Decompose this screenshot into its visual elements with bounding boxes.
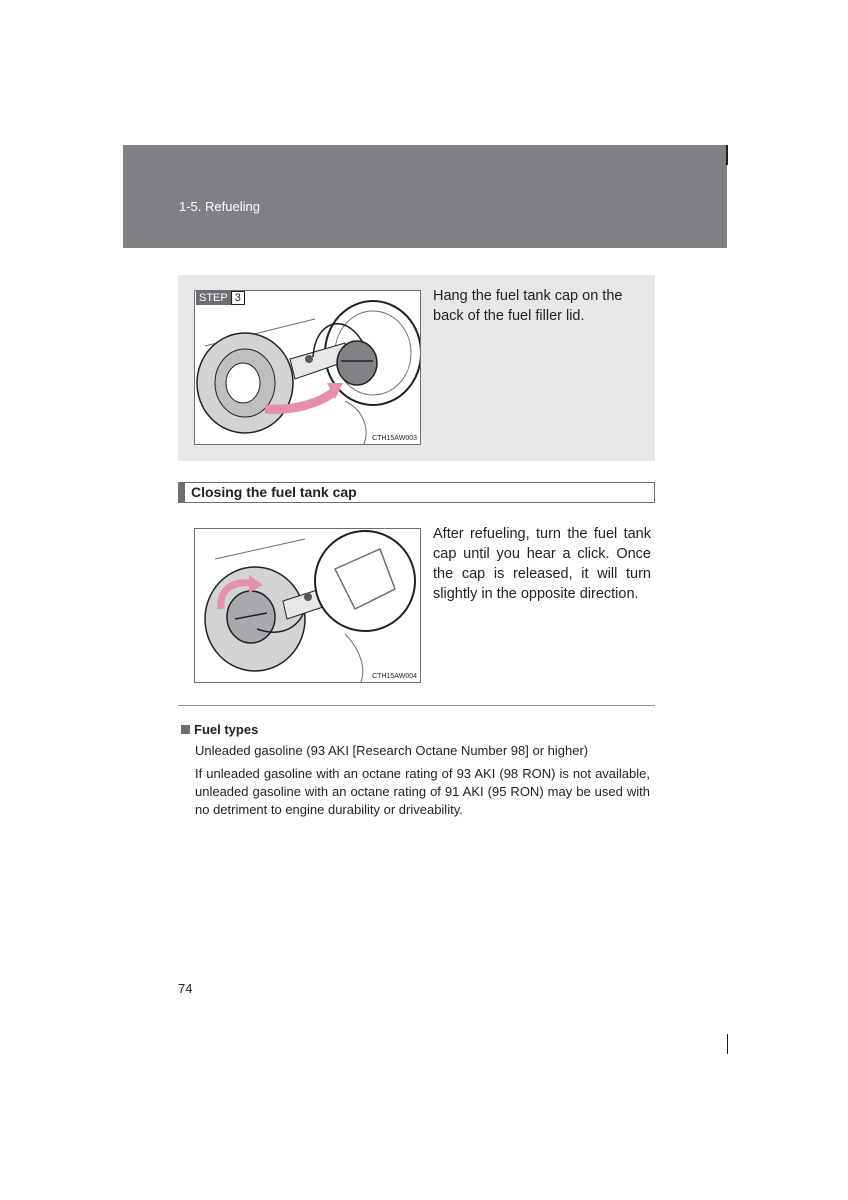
closing-instruction: After refueling, turn the fuel tank cap until you hear a click. Once the cap is released, it will turn slightly in the opposite direction. [433,526,651,602]
closing-illustration [194,528,421,683]
fuel-types-title: Fuel types [194,722,259,737]
step-number: 3 [231,291,245,305]
heading-accent-bar [179,483,185,502]
fuel-types-line-1: Unleaded gasoline (93 AKI [Research Octane Number 98] or higher) [195,743,589,758]
page-number: 74 [178,981,193,996]
figure-code: CTH15AW004 [372,673,417,680]
fuel-cap-hanging-drawing [195,291,421,445]
square-bullet-icon [181,725,190,734]
page-edge-mark [727,1034,728,1054]
closing-fuel-tank-cap-heading [178,482,655,503]
step-3-illustration [194,290,421,445]
fuel-types-line-2: If unleaded gasoline with an octane rating of 93 AKI (98 RON) is not available, unleaded gasoline with an octane rating of 91 AKI (95 RON) may be used with no detriment to engine durability or driveability. [195,766,650,817]
section-title: 1-5. Refueling [179,199,260,214]
step-3-instruction: Hang the fuel tank cap on the back of the fuel filler lid. [433,288,623,324]
step-word: STEP [196,291,231,305]
figure-code: CTH15AW003 [372,435,417,442]
fuel-cap-closing-drawing [195,529,421,683]
chapter-header-band [123,145,727,248]
heading-text: Closing the fuel tank cap [191,484,357,500]
header-crop-mark [726,145,728,165]
fuel-types-heading [181,722,258,737]
section-divider [178,705,655,706]
step-label [196,291,245,305]
